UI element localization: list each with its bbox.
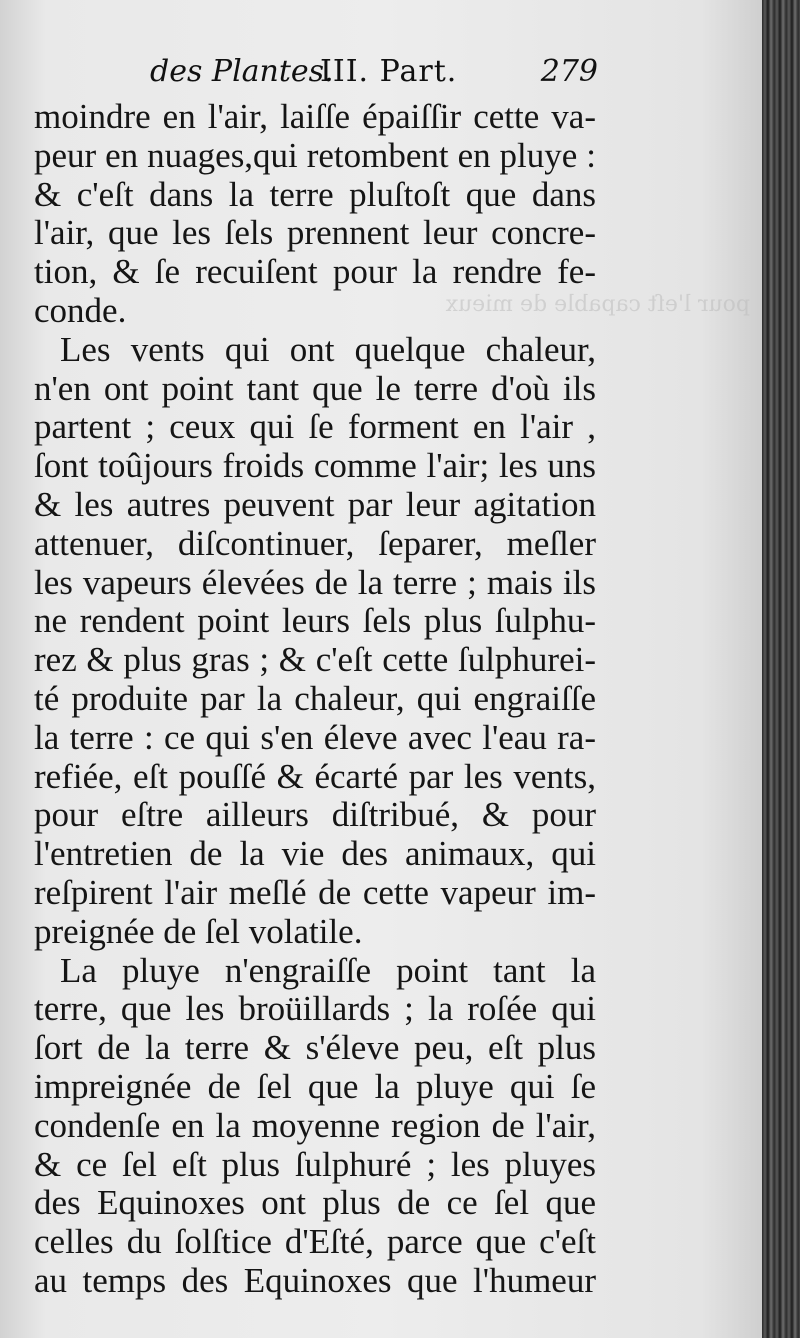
text-line: condenſe en la moyenne region de l'air, bbox=[34, 1105, 596, 1145]
text-line: pour eſtre ailleurs diſtribué, & pour bbox=[34, 795, 596, 835]
text-line: tion, & ſe recuiſent pour la rendre fe- bbox=[34, 252, 596, 292]
part-label: III. Part. bbox=[320, 54, 458, 89]
text-line: té produite par la chaleur, qui engraiſſe bbox=[34, 678, 596, 718]
text-line: peur en nuages,qui retombent en pluye : bbox=[34, 135, 596, 175]
paragraph-start-line: Les vents qui ont quelque chaleur, bbox=[60, 329, 596, 369]
running-header bbox=[150, 52, 610, 98]
text-line: la terre : ce qui s'en éleve avec l'eau ra- bbox=[34, 717, 596, 757]
paragraph-start-line: La pluye n'engraiſſe point tant la bbox=[60, 950, 596, 990]
text-line: attenuer, diſcontinuer, ſeparer, meſler bbox=[34, 523, 596, 563]
text-line: l'entretien de la vie des animaux, qui bbox=[34, 834, 596, 874]
text-line: & les autres peuvent par leur agitation bbox=[34, 484, 596, 524]
text-line: n'en ont point tant que le terre d'où ils bbox=[34, 368, 596, 408]
text-line: & c'eſt dans la terre pluſtoſt que dans bbox=[34, 174, 596, 214]
text-line: terre, que les broüillards ; la roſée qui bbox=[34, 989, 596, 1029]
text-line: refiée, eſt pouſſé & écarté par les vents, bbox=[34, 756, 596, 796]
text-line: des Equinoxes ont plus de ce ſel que bbox=[34, 1183, 596, 1223]
book-spine-edge bbox=[762, 0, 800, 1338]
text-line: l'air, que les ſels prennent leur concre- bbox=[34, 213, 596, 253]
text-line: partent ; ceux qui ſe forment en l'air , bbox=[34, 407, 596, 447]
body-text bbox=[34, 98, 596, 1301]
text-line: au temps des Equinoxes que l'humeur bbox=[34, 1260, 596, 1300]
text-line: ſort de la terre & s'éleve peu, eſt plus bbox=[34, 1028, 596, 1068]
text-line: preignée de ſel volatile. bbox=[34, 911, 363, 951]
show-through-ink: pour l'eſt capable de mieux bbox=[445, 292, 750, 317]
text-line: impreignée de ſel que la pluye qui ſe bbox=[34, 1066, 596, 1106]
text-line: les vapeurs élevées de la terre ; mais ils bbox=[34, 562, 596, 602]
text-line: reſpirent l'air meſlé de cette vapeur im- bbox=[34, 872, 596, 912]
text-line: ne rendent point leurs ſels plus ſulphu- bbox=[34, 601, 596, 641]
running-title: des Plantes. bbox=[150, 54, 334, 89]
text-line: rez & plus gras ; & c'eſt cette ſulphurei- bbox=[34, 640, 596, 680]
text-line: conde. bbox=[34, 290, 127, 330]
page-number: 279 bbox=[540, 54, 598, 89]
text-line: celles du ſolſtice d'Eſté, parce que c'eſt bbox=[34, 1222, 596, 1262]
text-line: ſont toûjours froids comme l'air; les uns bbox=[34, 446, 596, 486]
text-line: & ce ſel eſt plus ſulphuré ; les pluyes bbox=[34, 1144, 596, 1184]
text-line: moindre en l'air, laiſſe épaiſſir cette va- bbox=[34, 97, 596, 136]
